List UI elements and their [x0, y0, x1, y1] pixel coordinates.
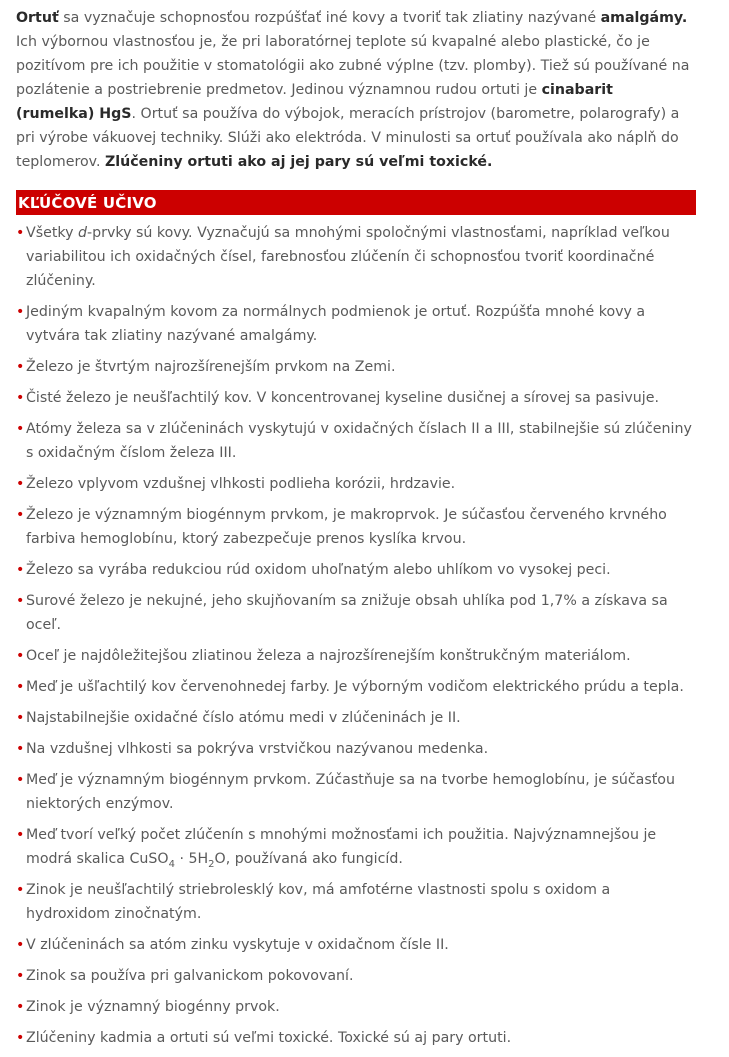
list-item: • Najstabilnejšie oxidačné číslo atómu medi v zlúčeninách je II. [16, 706, 696, 730]
item-text: · 5H [174, 851, 209, 867]
item-subscript: 2 [208, 858, 215, 870]
list-item: • Železo je štvrtým najrozšírenejším prvkom na Zemi. [16, 355, 696, 379]
intro-text: sa vyznačuje schopnosťou rozpúšťať iné kovy a tvoriť tak zliatiny nazývané [58, 10, 601, 26]
intro-bold-term: amalgámy. [600, 10, 688, 26]
list-item: • Oceľ je najdôležitejšou zliatinou železa a najrozšírenejším konštrukčným materiálom. [16, 644, 696, 668]
intro-bold-term: cinabarit (rumelka) HgS [16, 82, 613, 122]
list-item: • Atómy železa sa v zlúčeninách vyskytujú v oxidačných číslach II a III, stabilnejšie sú zlúčeniny s oxidačným číslom železa III. [16, 417, 696, 465]
item-italic: d [78, 225, 88, 241]
list-item: • Železo je významným biogénnym prvkom, je makroprvok. Je súčasťou červeného krvného farbiva hemoglobínu, ktorý zabezpečuje prenos kyslíka krvou. [16, 503, 696, 551]
list-item: • Železo vplyvom vzdušnej vlhkosti podlieha korózii, hrdzavie. [16, 472, 696, 496]
item-text: Všetky [26, 225, 79, 241]
key-topics-list [16, 221, 696, 1050]
list-item: • Meď je významným biogénnym prvkom. Zúčastňuje sa na tvorbe hemoglobínu, je súčasťou niektorých enzýmov. [16, 768, 696, 816]
list-item: • Zinok sa používa pri galvanickom pokovovaní. [16, 964, 696, 988]
item-subscript: 4 [168, 858, 175, 870]
list-item: • Zinok je významný biogénny prvok. [16, 995, 696, 1019]
list-item: • Zlúčeniny kadmia a ortuti sú veľmi toxické. Toxické sú aj pary ortuti. [16, 1026, 696, 1050]
list-item: • Meď je ušľachtilý kov červenohnedej farby. Je výborným vodičom elektrického prúdu a tepla. [16, 675, 696, 699]
list-item: • Zinok je neušľachtilý striebrolesklý kov, má amfotérne vlastnosti spolu s oxidom a hydroxidom zinočnatým. [16, 878, 696, 926]
intro-bold-term: Ortuť [16, 10, 59, 26]
list-item: • Surové železo je nekujné, jeho skujňovaním sa znižuje obsah uhlíka pod 1,7% a získava sa oceľ. [16, 589, 696, 637]
list-item [16, 823, 696, 871]
key-topics-heading: KĽÚČOVÉ UČIVO [16, 190, 696, 215]
intro-paragraph [16, 6, 696, 174]
list-item: • Čisté železo je neušľachtilý kov. V koncentrovanej kyseline dusičnej a sírovej sa pasivuje. [16, 386, 696, 410]
list-item: • Jediným kvapalným kovom za normálnych podmienok je ortuť. Rozpúšťa mnohé kovy a vytvára tak zliatiny nazývané amalgámy. [16, 300, 696, 348]
item-text: Meď tvorí veľký počet zlúčenín s mnohými možnosťami ich použitia. Najvýznamnejšou je modrá skalica CuSO [26, 827, 657, 867]
list-item: • Železo sa vyrába redukciou rúd oxidom uhoľnatým alebo uhlíkom vo vysokej peci. [16, 558, 696, 582]
intro-text: . Ortuť sa používa do výbojok, meracích prístrojov (barometre, polarografy) a pri výrobe vákuovej techniky. Slúži ako elektróda. V minulosti sa ortuť používala ako náplň do teplomerov. [16, 106, 680, 170]
item-text: -prvky sú kovy. Vyznačujú sa mnohými spoločnými vlastnosťami, napríklad veľkou variabilitou ich oxidačných čísel, farebnosťou zlúčenín či schopnosťou tvoriť koordinačné zlúčeniny. [26, 225, 670, 289]
article-body [16, 6, 696, 1057]
list-item: • V zlúčeninách sa atóm zinku vyskytuje v oxidačnom čísle II. [16, 933, 696, 957]
intro-bold-warning: Zlúčeniny ortuti ako aj jej pary sú veľmi toxické. [104, 154, 493, 170]
item-text: O, používaná ako fungicíd. [214, 851, 403, 867]
intro-text: Ich výbornou vlastnosťou je, že pri laboratórnej teplote sú kvapalné alebo plastické, čo je pozitívom pre ich použitie v stomatológii ako zubné výplne (tzv. plomby). Tiež sú používané na pozlátenie a postriebrenie predmetov. Jedinou významnou rudou ortuti je [16, 34, 690, 98]
list-item: • Na vzdušnej vlhkosti sa pokrýva vrstvičkou nazývanou medenka. [16, 737, 696, 761]
list-item [16, 221, 696, 293]
